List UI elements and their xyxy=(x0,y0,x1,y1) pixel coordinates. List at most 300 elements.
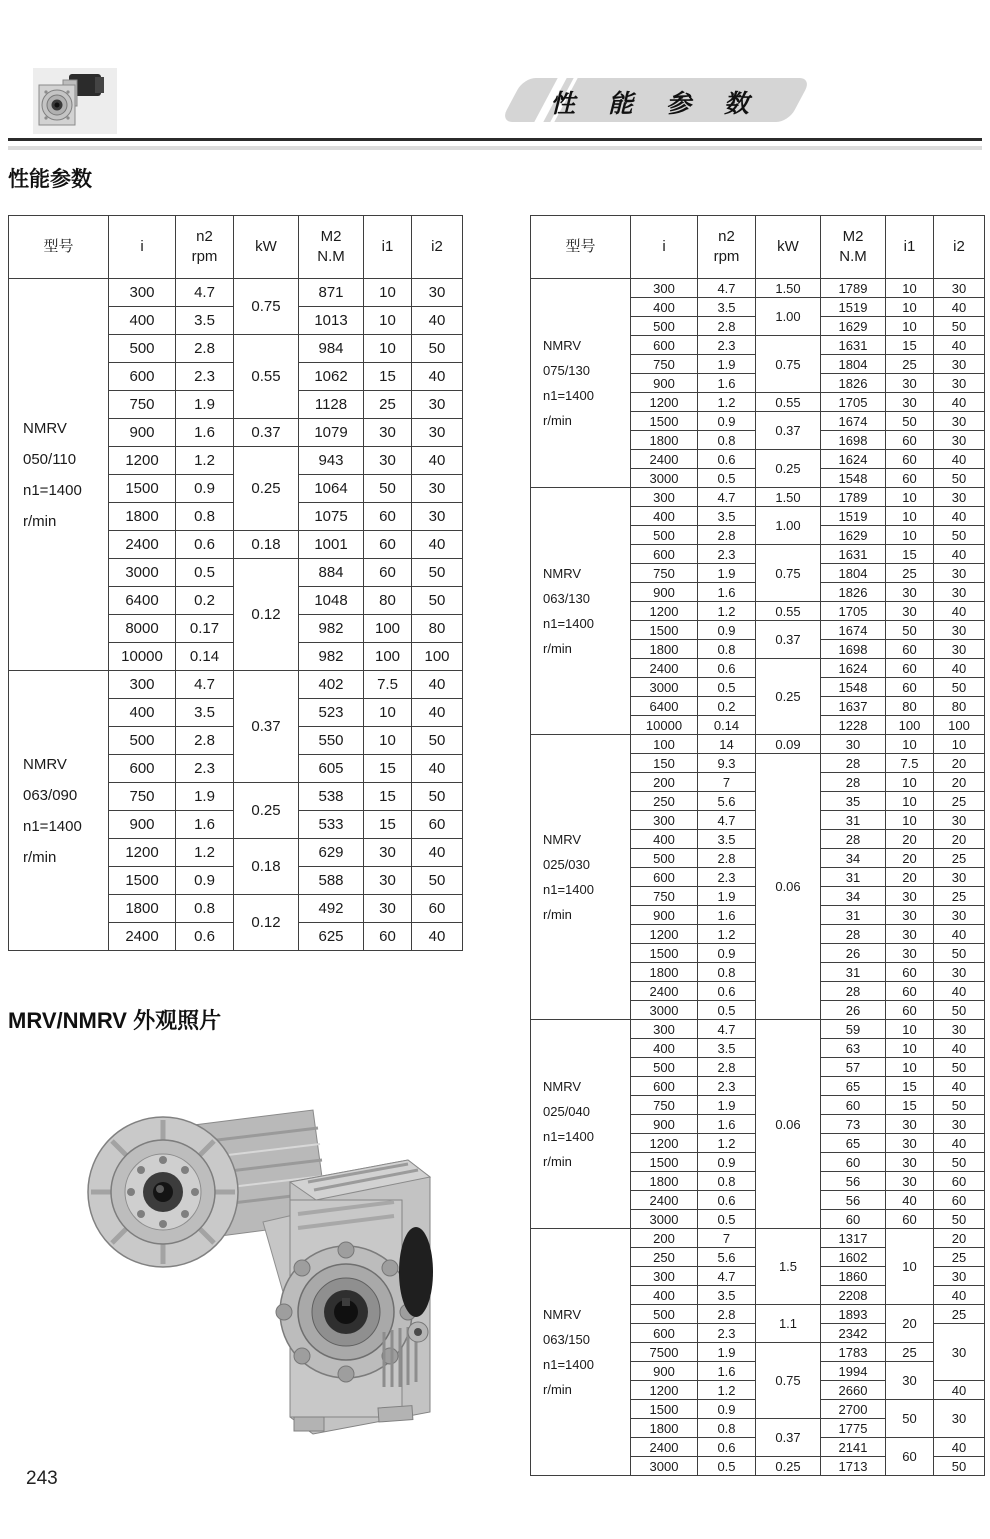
table-cell: 3000 xyxy=(109,559,176,587)
table-cell: 2.3 xyxy=(176,755,234,783)
table-cell: 40 xyxy=(934,1134,985,1153)
table-cell: 28 xyxy=(821,773,886,792)
table-cell: 0.6 xyxy=(176,531,234,559)
table-cell: 605 xyxy=(299,755,364,783)
table-cell: 25 xyxy=(886,355,934,374)
table-cell: 0.9 xyxy=(698,412,756,431)
table-cell: 1629 xyxy=(821,526,886,545)
table-cell: 10 xyxy=(886,279,934,298)
table-cell: 1075 xyxy=(299,503,364,531)
table-cell: 50 xyxy=(934,1058,985,1077)
table-cell: 15 xyxy=(364,363,412,391)
table-cell: 10 xyxy=(364,727,412,755)
table-cell: 1705 xyxy=(821,393,886,412)
table-cell: 30 xyxy=(934,583,985,602)
table-cell: 500 xyxy=(631,317,698,336)
table-cell: 1637 xyxy=(821,697,886,716)
table-cell: 40 xyxy=(934,507,985,526)
gearbox-thumbnail-illustration xyxy=(33,68,117,134)
column-header: 型号 xyxy=(531,216,631,279)
table-cell: 50 xyxy=(934,1001,985,1020)
table-cell: 0.8 xyxy=(698,1172,756,1191)
table-cell: 3000 xyxy=(631,469,698,488)
table-cell: 60 xyxy=(886,431,934,450)
column-header: M2 N.M xyxy=(821,216,886,279)
table-cell: 1602 xyxy=(821,1248,886,1267)
table-cell: 25 xyxy=(364,391,412,419)
table-cell: 1.9 xyxy=(176,391,234,419)
table-cell: 1200 xyxy=(631,1381,698,1400)
table-cell: 400 xyxy=(631,830,698,849)
table-cell: 900 xyxy=(631,1115,698,1134)
table-cell: 1500 xyxy=(109,867,176,895)
table-cell: 0.6 xyxy=(698,1191,756,1210)
table-row xyxy=(531,488,985,507)
table-cell: 4.7 xyxy=(176,671,234,699)
table-cell: 1500 xyxy=(631,1153,698,1172)
table-cell: 10 xyxy=(886,792,934,811)
table-cell: 500 xyxy=(631,1305,698,1324)
table-cell: 34 xyxy=(821,849,886,868)
table-cell: 20 xyxy=(886,849,934,868)
table-cell: 1.2 xyxy=(176,447,234,475)
table-cell: 1.9 xyxy=(698,355,756,374)
table-cell: 1.2 xyxy=(698,1381,756,1400)
table-cell: 3000 xyxy=(631,1210,698,1229)
table-cell: 8000 xyxy=(109,615,176,643)
table-cell: 25 xyxy=(886,564,934,583)
table-cell: 40 xyxy=(934,450,985,469)
table-cell: 0.8 xyxy=(698,963,756,982)
table-cell: 30 xyxy=(886,1153,934,1172)
table-cell: 50 xyxy=(934,1096,985,1115)
table-cell: 7 xyxy=(698,1229,756,1248)
page-number: 243 xyxy=(26,1468,58,1489)
table-cell: 400 xyxy=(631,298,698,317)
table-cell: 1.9 xyxy=(698,1343,756,1362)
table-cell: 1062 xyxy=(299,363,364,391)
table-cell: 500 xyxy=(109,335,176,363)
table-cell: 30 xyxy=(364,839,412,867)
table-cell: 0.5 xyxy=(698,678,756,697)
table-cell: 50 xyxy=(412,335,463,363)
table-cell: 0.2 xyxy=(176,587,234,615)
table-cell: 2.3 xyxy=(698,1077,756,1096)
performance-table-left xyxy=(8,215,463,951)
table-cell: 600 xyxy=(631,868,698,887)
table-cell: 600 xyxy=(631,545,698,564)
table-cell: 0.9 xyxy=(176,475,234,503)
table-cell: 2.8 xyxy=(698,526,756,545)
table-cell: 30 xyxy=(934,640,985,659)
table-cell: 1789 xyxy=(821,488,886,507)
table-cell: 40 xyxy=(934,1438,985,1457)
table-cell: 0.6 xyxy=(698,1438,756,1457)
table-cell: 10 xyxy=(886,298,934,317)
table-cell: 3.5 xyxy=(176,699,234,727)
table-cell: 60 xyxy=(364,923,412,951)
table-cell: 80 xyxy=(886,697,934,716)
model-label-cell: NMRV 063/150 n1=1400 r/min xyxy=(531,1229,631,1476)
table-cell: 10000 xyxy=(631,716,698,735)
column-header: i xyxy=(631,216,698,279)
table-cell: 40 xyxy=(412,447,463,475)
table-cell: 150 xyxy=(631,754,698,773)
table-cell: 56 xyxy=(821,1172,886,1191)
table-cell: 1500 xyxy=(631,944,698,963)
table-cell: 871 xyxy=(299,279,364,307)
table-cell: 1200 xyxy=(631,1134,698,1153)
header-rule-light xyxy=(8,146,982,150)
table-cell: 0.18 xyxy=(234,531,299,559)
table-cell: 40 xyxy=(886,1191,934,1210)
table-cell: 2.8 xyxy=(176,335,234,363)
table-cell: 0.5 xyxy=(698,469,756,488)
model-label-cell: NMRV 050/110 n1=1400 r/min xyxy=(9,279,109,671)
table-cell: 300 xyxy=(109,279,176,307)
table-cell: 1705 xyxy=(821,602,886,621)
table-cell: 40 xyxy=(934,393,985,412)
table-cell: 0.12 xyxy=(234,895,299,951)
table-cell: 300 xyxy=(631,1020,698,1039)
table-cell: 1500 xyxy=(631,412,698,431)
table-cell: 300 xyxy=(109,671,176,699)
table-cell: 30 xyxy=(821,735,886,754)
gearbox-appearance-photo xyxy=(78,1082,452,1460)
table-cell: 10 xyxy=(364,699,412,727)
table-cell: 60 xyxy=(412,811,463,839)
table-cell: 0.14 xyxy=(176,643,234,671)
table-cell: 750 xyxy=(631,564,698,583)
table-cell: 0.9 xyxy=(698,621,756,640)
table-cell: 0.5 xyxy=(698,1457,756,1476)
table-cell: 28 xyxy=(821,982,886,1001)
table-cell: 50 xyxy=(364,475,412,503)
table-cell: 10 xyxy=(886,735,934,754)
table-cell: 60 xyxy=(886,659,934,678)
table-cell: 100 xyxy=(886,716,934,735)
table-cell: 30 xyxy=(934,412,985,431)
table-cell: 20 xyxy=(886,1305,934,1343)
table-cell: 30 xyxy=(934,963,985,982)
table-cell: 20 xyxy=(934,1229,985,1248)
table-cell: 1826 xyxy=(821,374,886,393)
table-cell: 1317 xyxy=(821,1229,886,1248)
table-cell: 400 xyxy=(109,699,176,727)
table-cell: 1519 xyxy=(821,507,886,526)
table-cell: 3.5 xyxy=(698,298,756,317)
table-cell: 30 xyxy=(934,621,985,640)
table-cell: 100 xyxy=(364,643,412,671)
table-cell: 600 xyxy=(631,336,698,355)
table-cell: 2660 xyxy=(821,1381,886,1400)
table-cell: 35 xyxy=(821,792,886,811)
table-cell: 1800 xyxy=(631,431,698,450)
table-cell: 15 xyxy=(886,545,934,564)
table-cell: 4.7 xyxy=(176,279,234,307)
table-cell: 0.75 xyxy=(756,545,821,602)
table-cell: 60 xyxy=(886,678,934,697)
table-cell: 30 xyxy=(934,1115,985,1134)
table-cell: 2700 xyxy=(821,1400,886,1419)
table-cell: 30 xyxy=(886,374,934,393)
table-cell: 1500 xyxy=(109,475,176,503)
table-cell: 1860 xyxy=(821,1267,886,1286)
table-cell: 0.06 xyxy=(756,754,821,1020)
table-cell: 60 xyxy=(886,450,934,469)
table-cell: 1.6 xyxy=(698,374,756,393)
table-cell: 40 xyxy=(412,839,463,867)
table-cell: 500 xyxy=(109,727,176,755)
table-cell: 100 xyxy=(364,615,412,643)
table-cell: 2400 xyxy=(631,1438,698,1457)
table-cell: 300 xyxy=(631,811,698,830)
table-cell: 31 xyxy=(821,963,886,982)
table-cell: 20 xyxy=(934,754,985,773)
table-cell: 14 xyxy=(698,735,756,754)
table-cell: 0.25 xyxy=(756,1457,821,1476)
performance-table xyxy=(8,215,463,951)
table-cell: 0.6 xyxy=(698,450,756,469)
table-cell: 3.5 xyxy=(698,507,756,526)
table-cell: 30 xyxy=(886,602,934,621)
table-cell: 1.5 xyxy=(756,1229,821,1305)
table-cell: 1.6 xyxy=(176,419,234,447)
table-cell: 0.14 xyxy=(698,716,756,735)
table-cell: 30 xyxy=(412,419,463,447)
table-cell: 100 xyxy=(934,716,985,735)
table-cell: 900 xyxy=(631,374,698,393)
table-cell: 40 xyxy=(412,531,463,559)
table-cell: 10 xyxy=(886,1058,934,1077)
table-cell: 100 xyxy=(412,643,463,671)
table-cell: 3000 xyxy=(631,678,698,697)
table-cell: 30 xyxy=(934,1267,985,1286)
table-cell: 402 xyxy=(299,671,364,699)
table-cell: 60 xyxy=(934,1172,985,1191)
table-cell: 1.2 xyxy=(698,602,756,621)
table-cell: 80 xyxy=(364,587,412,615)
table-row xyxy=(9,671,463,699)
table-cell: 3000 xyxy=(631,1001,698,1020)
table-cell: 30 xyxy=(934,1020,985,1039)
table-cell: 1800 xyxy=(631,963,698,982)
table-cell: 1500 xyxy=(631,1400,698,1419)
table-cell: 600 xyxy=(109,363,176,391)
table-cell: 900 xyxy=(631,583,698,602)
page-banner xyxy=(512,78,800,122)
table-cell: 4.7 xyxy=(698,279,756,298)
table-cell: 1.1 xyxy=(756,1305,821,1343)
table-cell: 10 xyxy=(886,773,934,792)
table-cell: 30 xyxy=(886,1172,934,1191)
table-cell: 30 xyxy=(934,1400,985,1438)
table-cell: 600 xyxy=(631,1324,698,1343)
table-cell: 40 xyxy=(934,925,985,944)
table-cell: 1800 xyxy=(109,503,176,531)
table-header-row xyxy=(531,216,985,279)
table-cell: 1698 xyxy=(821,640,886,659)
table-cell: 65 xyxy=(821,1077,886,1096)
table-cell: 30 xyxy=(886,944,934,963)
table-cell: 30 xyxy=(364,419,412,447)
table-cell: 60 xyxy=(364,531,412,559)
table-cell: 1826 xyxy=(821,583,886,602)
table-cell: 2141 xyxy=(821,1438,886,1457)
table-cell: 50 xyxy=(934,1153,985,1172)
table-cell: 30 xyxy=(934,811,985,830)
table-cell: 0.25 xyxy=(756,450,821,488)
table-cell: 0.55 xyxy=(756,393,821,412)
table-cell: 20 xyxy=(886,830,934,849)
table-cell: 1800 xyxy=(631,640,698,659)
table-cell: 1800 xyxy=(631,1419,698,1438)
table-cell: 15 xyxy=(364,783,412,811)
table-cell: 538 xyxy=(299,783,364,811)
table-cell: 15 xyxy=(364,755,412,783)
table-cell: 10 xyxy=(364,279,412,307)
table-cell: 10 xyxy=(886,1020,934,1039)
table-cell: 984 xyxy=(299,335,364,363)
table-cell: 30 xyxy=(886,925,934,944)
table-cell: 900 xyxy=(631,906,698,925)
table-cell: 900 xyxy=(631,1362,698,1381)
table-row xyxy=(531,1020,985,1039)
gearbox-photo-illustration xyxy=(78,1082,452,1460)
table-cell: 25 xyxy=(934,1305,985,1324)
table-cell: 50 xyxy=(886,1400,934,1438)
table-row xyxy=(531,279,985,298)
table-cell: 1804 xyxy=(821,355,886,374)
table-cell: 31 xyxy=(821,868,886,887)
table-cell: 25 xyxy=(934,887,985,906)
table-cell: 2.3 xyxy=(698,545,756,564)
table-cell: 30 xyxy=(934,279,985,298)
table-cell: 300 xyxy=(631,1267,698,1286)
table-cell: 600 xyxy=(109,755,176,783)
table-cell: 30 xyxy=(934,355,985,374)
table-cell: 0.55 xyxy=(756,602,821,621)
model-label-cell: NMRV 025/030 n1=1400 r/min xyxy=(531,735,631,1020)
table-cell: 40 xyxy=(934,1077,985,1096)
table-cell: 0.8 xyxy=(698,640,756,659)
gearbox-thumbnail-photo xyxy=(33,68,117,134)
table-cell: 1.2 xyxy=(698,1134,756,1153)
table-cell: 1.9 xyxy=(698,564,756,583)
table-cell: 3000 xyxy=(631,1457,698,1476)
table-cell: 1128 xyxy=(299,391,364,419)
table-cell: 533 xyxy=(299,811,364,839)
table-cell: 0.8 xyxy=(176,503,234,531)
table-cell: 40 xyxy=(412,307,463,335)
table-cell: 31 xyxy=(821,906,886,925)
table-cell: 492 xyxy=(299,895,364,923)
table-cell: 10 xyxy=(364,307,412,335)
table-cell: 1631 xyxy=(821,545,886,564)
table-cell: 50 xyxy=(934,1210,985,1229)
table-cell: 100 xyxy=(631,735,698,754)
table-cell: 900 xyxy=(109,811,176,839)
table-cell: 40 xyxy=(934,602,985,621)
table-cell: 0.06 xyxy=(756,1020,821,1229)
table-cell: 10 xyxy=(886,507,934,526)
table-cell: 1713 xyxy=(821,1457,886,1476)
table-cell: 4.7 xyxy=(698,1020,756,1039)
table-cell: 0.9 xyxy=(176,867,234,895)
table-cell: 60 xyxy=(412,895,463,923)
table-cell: 0.37 xyxy=(756,621,821,659)
table-cell: 0.5 xyxy=(698,1001,756,1020)
table-cell: 1228 xyxy=(821,716,886,735)
table-cell: 28 xyxy=(821,754,886,773)
table-cell: 5.6 xyxy=(698,792,756,811)
table-cell: 750 xyxy=(631,1096,698,1115)
table-cell: 73 xyxy=(821,1115,886,1134)
model-label-cell: NMRV 063/130 n1=1400 r/min xyxy=(531,488,631,735)
header-rule-dark xyxy=(8,138,982,141)
table-cell: 1548 xyxy=(821,469,886,488)
table-cell: 1674 xyxy=(821,621,886,640)
table-cell: 2400 xyxy=(631,1191,698,1210)
table-cell: 60 xyxy=(886,469,934,488)
table-cell: 50 xyxy=(412,783,463,811)
column-header: i xyxy=(109,216,176,279)
table-cell: 250 xyxy=(631,1248,698,1267)
table-cell: 10 xyxy=(886,488,934,507)
table-cell: 1631 xyxy=(821,336,886,355)
table-cell: 25 xyxy=(934,849,985,868)
table-cell: 40 xyxy=(934,545,985,564)
table-cell: 15 xyxy=(886,1077,934,1096)
table-cell: 2.8 xyxy=(698,1305,756,1324)
table-cell: 2.3 xyxy=(698,1324,756,1343)
table-cell: 30 xyxy=(412,391,463,419)
table-cell: 50 xyxy=(934,526,985,545)
table-cell: 0.75 xyxy=(756,1343,821,1419)
table-cell: 0.8 xyxy=(176,895,234,923)
table-cell: 1200 xyxy=(109,447,176,475)
table-cell: 40 xyxy=(412,671,463,699)
table-cell: 1674 xyxy=(821,412,886,431)
table-cell: 60 xyxy=(821,1096,886,1115)
table-cell: 0.9 xyxy=(698,1400,756,1419)
table-cell: 1789 xyxy=(821,279,886,298)
table-cell: 300 xyxy=(631,488,698,507)
table-cell: 30 xyxy=(886,1115,934,1134)
table-cell: 300 xyxy=(631,279,698,298)
table-cell: 26 xyxy=(821,944,886,963)
table-cell: 1800 xyxy=(109,895,176,923)
banner-title: 性 能 参 数 xyxy=(550,90,762,118)
table-cell: 2.8 xyxy=(176,727,234,755)
table-cell: 1.9 xyxy=(176,783,234,811)
table-cell: 31 xyxy=(821,811,886,830)
table-cell: 50 xyxy=(412,727,463,755)
table-cell: 0.6 xyxy=(698,982,756,1001)
table-cell: 40 xyxy=(934,659,985,678)
column-header: 型号 xyxy=(9,216,109,279)
table-cell: 50 xyxy=(412,867,463,895)
table-cell: 25 xyxy=(934,1248,985,1267)
table-cell: 1064 xyxy=(299,475,364,503)
table-cell: 1.2 xyxy=(698,925,756,944)
table-cell: 2400 xyxy=(631,450,698,469)
table-cell: 40 xyxy=(934,982,985,1001)
table-cell: 80 xyxy=(412,615,463,643)
table-cell: 60 xyxy=(886,982,934,1001)
table-cell: 0.5 xyxy=(176,559,234,587)
column-header: M2 N.M xyxy=(299,216,364,279)
